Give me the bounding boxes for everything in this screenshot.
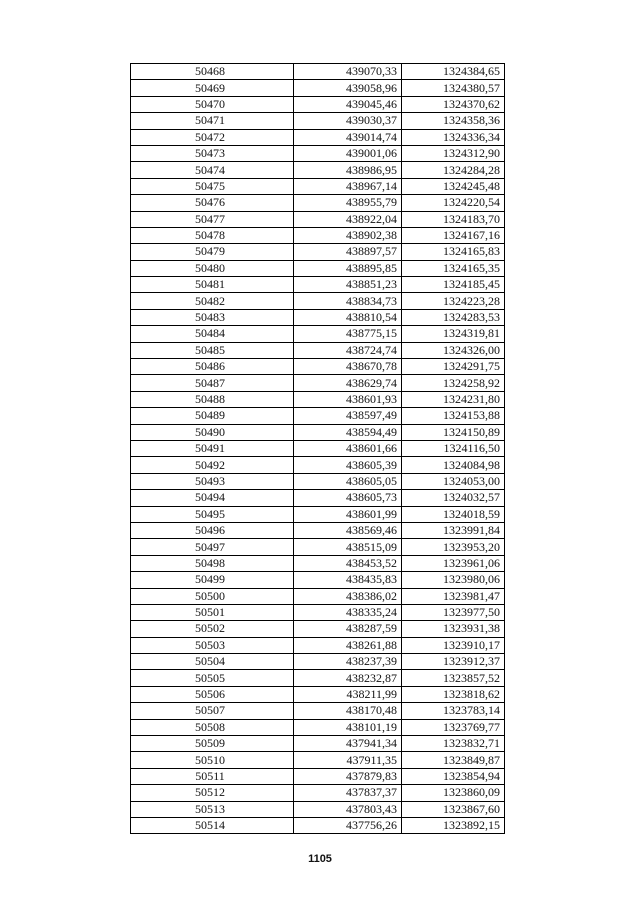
y-coordinate-cell: 1324336,34	[402, 129, 505, 145]
x-coordinate-cell: 437803,43	[294, 801, 402, 817]
point-id-cell: 50501	[131, 604, 294, 620]
table-row	[131, 817, 505, 833]
point-id-cell: 50477	[131, 211, 294, 227]
table-row	[131, 801, 505, 817]
y-coordinate-cell: 1323912,37	[402, 654, 505, 670]
table-row	[131, 195, 505, 211]
point-id-cell: 50498	[131, 555, 294, 571]
point-id-cell: 50509	[131, 736, 294, 752]
coordinates-table	[130, 63, 505, 834]
x-coordinate-cell: 438605,73	[294, 490, 402, 506]
point-id-cell: 50492	[131, 457, 294, 473]
y-coordinate-cell: 1324183,70	[402, 211, 505, 227]
y-coordinate-cell: 1323832,71	[402, 736, 505, 752]
x-coordinate-cell: 438601,93	[294, 391, 402, 407]
x-coordinate-cell: 438211,99	[294, 686, 402, 702]
point-id-cell: 50471	[131, 113, 294, 129]
page-number: 1105	[308, 853, 332, 865]
y-coordinate-cell: 1324358,36	[402, 113, 505, 129]
table-row	[131, 293, 505, 309]
point-id-cell: 50479	[131, 244, 294, 260]
table-row	[131, 129, 505, 145]
point-id-cell: 50487	[131, 375, 294, 391]
x-coordinate-cell: 437941,34	[294, 736, 402, 752]
y-coordinate-cell: 1323857,52	[402, 670, 505, 686]
x-coordinate-cell: 437911,35	[294, 752, 402, 768]
point-id-cell: 50497	[131, 539, 294, 555]
y-coordinate-cell: 1323892,15	[402, 817, 505, 833]
table-row	[131, 719, 505, 735]
point-id-cell: 50495	[131, 506, 294, 522]
x-coordinate-cell: 437756,26	[294, 817, 402, 833]
table-row	[131, 686, 505, 702]
x-coordinate-cell: 438629,74	[294, 375, 402, 391]
x-coordinate-cell: 437837,37	[294, 785, 402, 801]
table-row	[131, 244, 505, 260]
y-coordinate-cell: 1324153,88	[402, 408, 505, 424]
y-coordinate-cell: 1324223,28	[402, 293, 505, 309]
table-row	[131, 162, 505, 178]
point-id-cell: 50488	[131, 391, 294, 407]
point-id-cell: 50485	[131, 342, 294, 358]
x-coordinate-cell: 438810,54	[294, 309, 402, 325]
point-id-cell: 50475	[131, 178, 294, 194]
y-coordinate-cell: 1323980,06	[402, 572, 505, 588]
y-coordinate-cell: 1323849,87	[402, 752, 505, 768]
point-id-cell: 50503	[131, 637, 294, 653]
y-coordinate-cell: 1323931,38	[402, 621, 505, 637]
point-id-cell: 50468	[131, 64, 294, 80]
y-coordinate-cell: 1324032,57	[402, 490, 505, 506]
x-coordinate-cell: 438605,05	[294, 473, 402, 489]
table-row	[131, 588, 505, 604]
table-row	[131, 227, 505, 243]
x-coordinate-cell: 438895,85	[294, 260, 402, 276]
table-row	[131, 309, 505, 325]
point-id-cell: 50513	[131, 801, 294, 817]
x-coordinate-cell: 438261,88	[294, 637, 402, 653]
y-coordinate-cell: 1324384,65	[402, 64, 505, 80]
point-id-cell: 50483	[131, 309, 294, 325]
y-coordinate-cell: 1324116,50	[402, 440, 505, 456]
table-row	[131, 408, 505, 424]
table-row	[131, 113, 505, 129]
table-row	[131, 768, 505, 784]
point-id-cell: 50486	[131, 359, 294, 375]
point-id-cell: 50490	[131, 424, 294, 440]
table-row	[131, 211, 505, 227]
point-id-cell: 50493	[131, 473, 294, 489]
y-coordinate-cell: 1323783,14	[402, 703, 505, 719]
point-id-cell: 50500	[131, 588, 294, 604]
x-coordinate-cell: 438237,39	[294, 654, 402, 670]
x-coordinate-cell: 438775,15	[294, 326, 402, 342]
y-coordinate-cell: 1324084,98	[402, 457, 505, 473]
y-coordinate-cell: 1323977,50	[402, 604, 505, 620]
point-id-cell: 50507	[131, 703, 294, 719]
x-coordinate-cell: 438902,38	[294, 227, 402, 243]
x-coordinate-cell: 439058,96	[294, 80, 402, 96]
y-coordinate-cell: 1324053,00	[402, 473, 505, 489]
table-row	[131, 555, 505, 571]
point-id-cell: 50470	[131, 96, 294, 112]
point-id-cell: 50494	[131, 490, 294, 506]
x-coordinate-cell: 438101,19	[294, 719, 402, 735]
x-coordinate-cell: 438335,24	[294, 604, 402, 620]
x-coordinate-cell: 438569,46	[294, 522, 402, 538]
point-id-cell: 50473	[131, 145, 294, 161]
table-row	[131, 473, 505, 489]
x-coordinate-cell: 438232,87	[294, 670, 402, 686]
point-id-cell: 50480	[131, 260, 294, 276]
x-coordinate-cell: 438955,79	[294, 195, 402, 211]
x-coordinate-cell: 438986,95	[294, 162, 402, 178]
table-row	[131, 785, 505, 801]
y-coordinate-cell: 1324291,75	[402, 359, 505, 375]
point-id-cell: 50499	[131, 572, 294, 588]
table-row	[131, 490, 505, 506]
x-coordinate-cell: 439001,06	[294, 145, 402, 161]
table-row	[131, 80, 505, 96]
y-coordinate-cell: 1324380,57	[402, 80, 505, 96]
y-coordinate-cell: 1324326,00	[402, 342, 505, 358]
point-id-cell: 50478	[131, 227, 294, 243]
x-coordinate-cell: 438851,23	[294, 277, 402, 293]
x-coordinate-cell: 438453,52	[294, 555, 402, 571]
table-row	[131, 522, 505, 538]
point-id-cell: 50514	[131, 817, 294, 833]
x-coordinate-cell: 438386,02	[294, 588, 402, 604]
point-id-cell: 50506	[131, 686, 294, 702]
point-id-cell: 50469	[131, 80, 294, 96]
table-row	[131, 64, 505, 80]
y-coordinate-cell: 1324319,81	[402, 326, 505, 342]
table-row	[131, 506, 505, 522]
point-id-cell: 50508	[131, 719, 294, 735]
x-coordinate-cell: 439045,46	[294, 96, 402, 112]
y-coordinate-cell: 1324231,80	[402, 391, 505, 407]
table-row	[131, 572, 505, 588]
x-coordinate-cell: 438601,66	[294, 440, 402, 456]
y-coordinate-cell: 1323860,09	[402, 785, 505, 801]
y-coordinate-cell: 1324165,35	[402, 260, 505, 276]
point-id-cell: 50496	[131, 522, 294, 538]
y-coordinate-cell: 1323769,77	[402, 719, 505, 735]
table-row	[131, 539, 505, 555]
y-coordinate-cell: 1323953,20	[402, 539, 505, 555]
point-id-cell: 50484	[131, 326, 294, 342]
x-coordinate-cell: 438515,09	[294, 539, 402, 555]
x-coordinate-cell: 438594,49	[294, 424, 402, 440]
table-row	[131, 375, 505, 391]
table-row	[131, 736, 505, 752]
point-id-cell: 50504	[131, 654, 294, 670]
point-id-cell: 50474	[131, 162, 294, 178]
table-row	[131, 457, 505, 473]
y-coordinate-cell: 1323991,84	[402, 522, 505, 538]
point-id-cell: 50481	[131, 277, 294, 293]
table-row	[131, 342, 505, 358]
table-row	[131, 277, 505, 293]
point-id-cell: 50476	[131, 195, 294, 211]
table-row	[131, 391, 505, 407]
x-coordinate-cell: 438597,49	[294, 408, 402, 424]
x-coordinate-cell: 438601,99	[294, 506, 402, 522]
y-coordinate-cell: 1324167,16	[402, 227, 505, 243]
x-coordinate-cell: 439070,33	[294, 64, 402, 80]
point-id-cell: 50510	[131, 752, 294, 768]
point-id-cell: 50502	[131, 621, 294, 637]
y-coordinate-cell: 1324018,59	[402, 506, 505, 522]
table-row	[131, 654, 505, 670]
table-row	[131, 604, 505, 620]
y-coordinate-cell: 1323867,60	[402, 801, 505, 817]
x-coordinate-cell: 438287,59	[294, 621, 402, 637]
x-coordinate-cell: 438967,14	[294, 178, 402, 194]
x-coordinate-cell: 439014,74	[294, 129, 402, 145]
x-coordinate-cell: 438605,39	[294, 457, 402, 473]
x-coordinate-cell: 438834,73	[294, 293, 402, 309]
table-row	[131, 670, 505, 686]
x-coordinate-cell: 438724,74	[294, 342, 402, 358]
table-row	[131, 145, 505, 161]
y-coordinate-cell: 1323910,17	[402, 637, 505, 653]
y-coordinate-cell: 1323961,06	[402, 555, 505, 571]
table-row	[131, 424, 505, 440]
y-coordinate-cell: 1324370,62	[402, 96, 505, 112]
x-coordinate-cell: 438897,57	[294, 244, 402, 260]
point-id-cell: 50482	[131, 293, 294, 309]
y-coordinate-cell: 1323854,94	[402, 768, 505, 784]
y-coordinate-cell: 1324185,45	[402, 277, 505, 293]
y-coordinate-cell: 1324258,92	[402, 375, 505, 391]
y-coordinate-cell: 1324220,54	[402, 195, 505, 211]
y-coordinate-cell: 1324150,89	[402, 424, 505, 440]
table-row	[131, 637, 505, 653]
point-id-cell: 50472	[131, 129, 294, 145]
point-id-cell: 50489	[131, 408, 294, 424]
table-row	[131, 96, 505, 112]
y-coordinate-cell: 1324165,83	[402, 244, 505, 260]
y-coordinate-cell: 1323981,47	[402, 588, 505, 604]
table-row	[131, 703, 505, 719]
y-coordinate-cell: 1324284,28	[402, 162, 505, 178]
x-coordinate-cell: 438670,78	[294, 359, 402, 375]
coordinates-table-body	[131, 64, 505, 834]
table-row	[131, 178, 505, 194]
x-coordinate-cell: 438170,48	[294, 703, 402, 719]
table-row	[131, 359, 505, 375]
point-id-cell: 50511	[131, 768, 294, 784]
table-row	[131, 326, 505, 342]
point-id-cell: 50512	[131, 785, 294, 801]
table-row	[131, 260, 505, 276]
x-coordinate-cell: 438922,04	[294, 211, 402, 227]
y-coordinate-cell: 1323818,62	[402, 686, 505, 702]
y-coordinate-cell: 1324283,53	[402, 309, 505, 325]
table-row	[131, 440, 505, 456]
point-id-cell: 50505	[131, 670, 294, 686]
table-row	[131, 621, 505, 637]
x-coordinate-cell: 438435,83	[294, 572, 402, 588]
x-coordinate-cell: 439030,37	[294, 113, 402, 129]
y-coordinate-cell: 1324245,48	[402, 178, 505, 194]
table-row	[131, 752, 505, 768]
point-id-cell: 50491	[131, 440, 294, 456]
y-coordinate-cell: 1324312,90	[402, 145, 505, 161]
x-coordinate-cell: 437879,83	[294, 768, 402, 784]
